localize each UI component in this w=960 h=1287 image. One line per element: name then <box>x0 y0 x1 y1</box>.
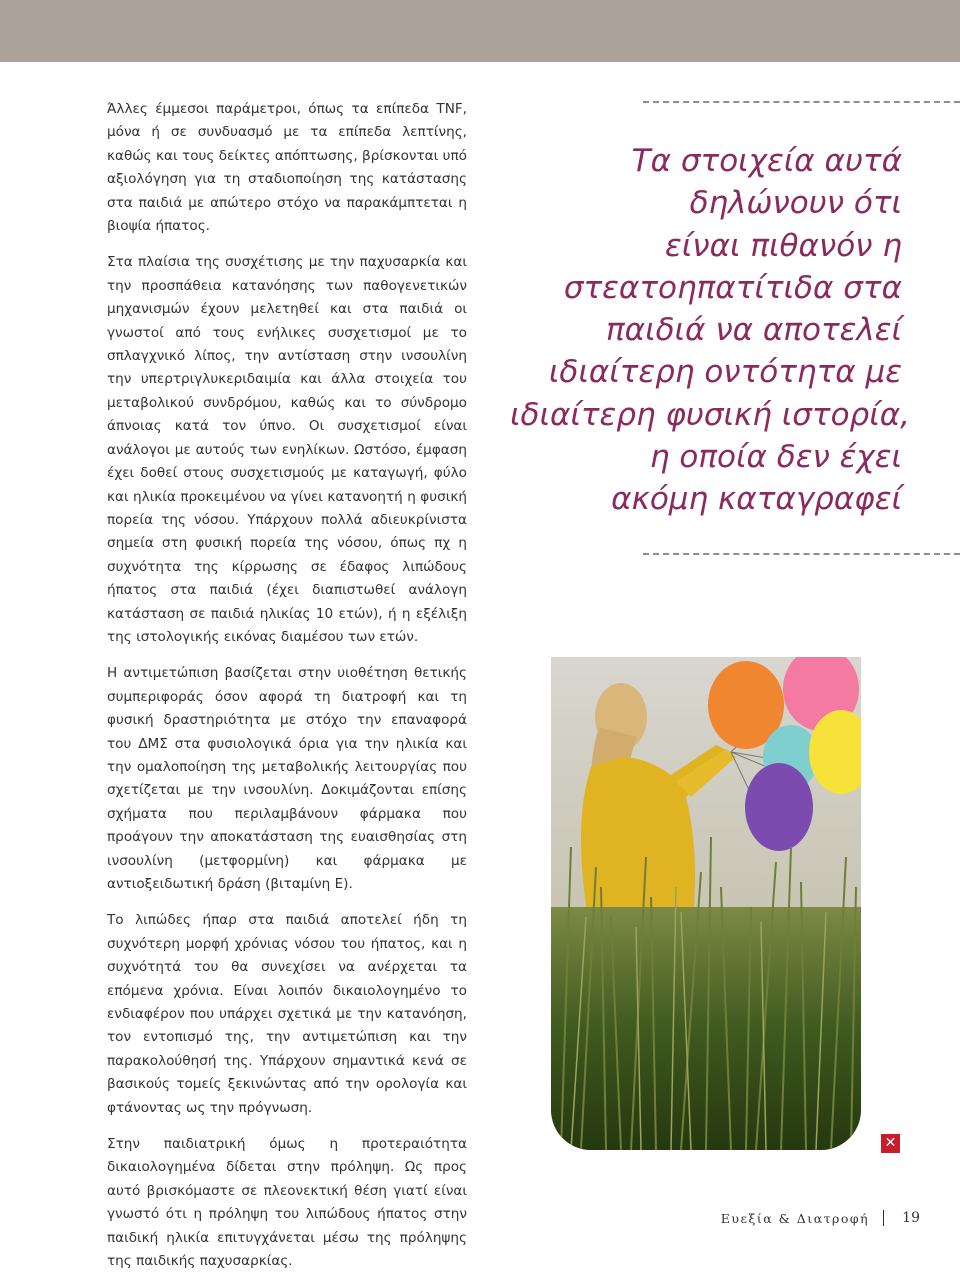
pull-quote-line: στεατοηπατίτιδα στα <box>563 269 902 306</box>
pull-quote-line: η οποία δεν έχει <box>649 439 902 476</box>
paragraph-4: Το λιπώδες ήπαρ στα παιδιά αποτελεί ήδη τη συχνότερη μορφή χρόνιας νόσου του ήπατος, και η συχνότητά του θα συνεχίσει να ανέρχεται τα επόμενα χρόνια. Είναι λοιπόν δικαιολογημένο το ενδιαφέρον που υπάρχει σχετικά με την κατανόηση, τον εντοπισμό της, την αντιμετώπιση και την παρακολούθησή της. Υπάρχουν σημαντικά κενά σε βασικούς τομείς ξεκινώντας από την ορολογία και φτάνοντας ως την πρόγνωση. <box>107 912 467 1116</box>
page-number: 19 <box>902 1210 920 1226</box>
pull-quote-line: ακόμη καταγραφεί <box>611 481 902 518</box>
pull-quote-line: παιδιά να αποτελεί <box>605 312 902 349</box>
balloon-purple <box>745 763 813 851</box>
paragraph-3: Η αντιμετώπιση βασίζεται στην υιοθέτηση θετικής συμπεριφοράς όσον αφορά τη διατροφή και τη φυσική δραστηριότητα με στόχο την επαναφορά του ΔΜΣ στα φυσιολογικά όρια για την ηλικία και την ομαλοποίηση της μεταβολικής λειτουργίας που σχετίζεται με την ινσουλίνη. Δοκιμάζονται επίσης σχήματα που περιλαμβάνουν φάρμακα που προάγουν την αποκατάσταση της ευαισθησίας στη ινσουλίνη (μετφορμίνη) και φάρμακα με αντιοξειδωτική δράση (βιταμίνη Ε). <box>107 665 467 892</box>
girl-with-balloons-photo <box>551 657 861 1150</box>
article-body <box>107 98 467 1287</box>
page-footer <box>721 1208 920 1228</box>
footer-divider <box>883 1210 884 1226</box>
pull-quote-line: είναι πιθανόν η <box>665 227 902 264</box>
pull-quote-line: Τα στοιχεία αυτά <box>631 143 902 179</box>
pull-quote-line: ιδιαίτερη φυσική ιστορία, <box>510 396 910 433</box>
pull-quote-line: ιδιαίτερη οντότητα με <box>548 354 902 391</box>
pull-quote-line: δηλώνουν ότι <box>689 185 902 222</box>
pull-quote-rule-bottom <box>643 553 960 555</box>
paragraph-5: Στην παιδιατρική όμως η προτεραιότητα δικαιολογημένα δίδεται στην πρόληψη. Ως προς αυτό βρισκόμαστε σε πλεονεκτική θέση γιατί είναι γνωστό ότι η πρόληψη του λιπώδους ήπατος στην παιδική ηλικία επιτυγχάνεται μέσω της πρόληψης της παιδικής παχυσαρκίας. <box>107 1136 467 1270</box>
close-icon[interactable]: ✕ <box>881 1134 900 1153</box>
magazine-name: Ευεξία & Διατροφή <box>720 1210 870 1226</box>
pull-quote-rule-top <box>643 101 960 103</box>
paragraph-2: Στα πλαίσια της συσχέτισης με την παχυσαρκία και την προσπάθεια κατανόησης των παθογενετικών μηχανισμών έχουν μελετηθεί και στα παιδιά οι γνωστοί από τους ενήλικες συσχετισμοί με το σπλαγχνικό λίπος, την αντίσταση στην ινσουλίνη την υπερτριγλυκεριδαιμία και άλλα στοιχεία του μεταβολικού συνδρόμου, καθώς και το σύνδρομο άπνοιας κατά τον ύπνο. Οι συσχετισμοί είναι ανάλογοι με αυτούς των ενηλίκων. Ωστόσο, έμφαση έχει δοθεί στους συσχετισμούς με καταγωγή, φύλο και ηλικία προκειμένου να γίνει κατανοητή η φυσική πορεία της νόσου. Υπάρχουν πολλά αδιευκρίνιστα σημεία στη φυσική πορεία της νόσου, όπως πχ η συχνότητα της κίρρωσης σε έδαφος λιπώδους ήπατος στα παιδιά (έχει διαπιστωθεί ανάλογη κατάσταση σε παιδιά ηλικίας 10 ετών), ή η εξέλιξη της ιστολογικής εικόνας διαμέσου των ετών. <box>107 254 467 645</box>
paragraph-1: Άλλες έμμεσοι παράμετροι, όπως τα επίπεδα TNF, μόνα ή σε συνδυασμό με τα επίπεδα λεπτίνης, καθώς και τους δείκτες απόπτωσης, βρίσκονται υπό αξιολόγηση για τη σταδιοποίηση της κατάστασης στα παιδιά με απώτερο στόχο να παρακάμπτεται η βιοψία ήπατος. <box>107 101 467 235</box>
pull-quote <box>510 140 910 521</box>
top-banner <box>0 0 960 62</box>
